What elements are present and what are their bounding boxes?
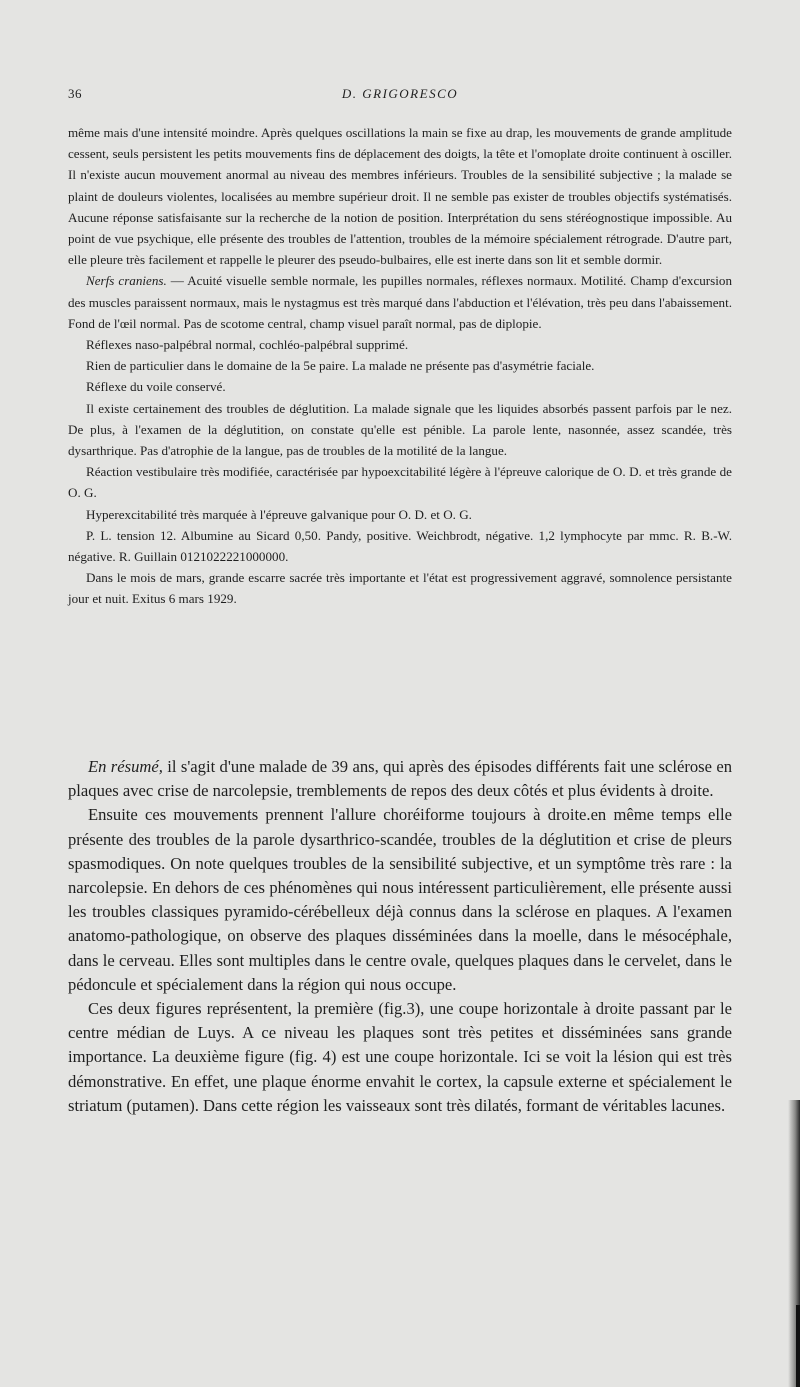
case-report-text [68, 122, 732, 610]
running-head: D. GRIGORESCO [341, 86, 459, 101]
binding-mark [796, 1305, 800, 1387]
paragraph: Il existe certainement des troubles de déglutition. La malade signale que les liquides absorbés passent parfois par le nez. De plus, à l'examen de la déglutition, on constate qu'elle est pénible. La parole lente, nasonnée, assez scandée, très dysarthrique. Pas d'atrophie de la langue, pas de troubles de la motilité de la langue. [68, 400, 732, 459]
summary-text [68, 755, 732, 1118]
paragraph-text: Acuité visuelle semble normale, les pupilles normales, réflexes normaux. Motilité. Champ d'excursion des muscles paraissent normaux, mais le nystagmus est très marqué dans l'abduction et l'élévation, très peu dans l'abaissement. Fond de l'œil normal. Pas de scotome central, champ visuel paraît normal, pas de diplopie. [68, 273, 732, 331]
paragraph: Dans le mois de mars, grande escarre sacrée très importante et l'état est progressivement aggravé, somnolence persistante jour et nuit. Exitus 6 mars 1929. [68, 570, 732, 607]
page-header [68, 86, 732, 108]
paragraph: P. L. tension 12. Albumine au Sicard 0,50. Pandy, positive. Weichbrodt, négative. 1,2 lymphocyte par mmc. R. B.-W. négative. R. Guillain 0121022221000000. [68, 527, 732, 565]
paragraph-nerfs-craniens [68, 270, 732, 334]
paragraph: Ensuite ces mouvements prennent l'allure choréiforme toujours à droite.en même temps elle présente des troubles de la parole dysarthrico-scandée, troubles de la déglutition et crise de pleurs spasmodiques. On note quelques troubles de la sensibilité subjective, et un symptôme très rare : la narcolepsie. En dehors de ces phénomènes qui nous intéressent particulièrement, elle présente aussi les troubles classiques pyramido-cérébelleux déjà connus dans la sclérose en plaques. A l'examen anatomo-pathologique, on observe des plaques disséminées dans la moelle, dans le mésocéphale, dans le cerveau. Elles sont multiples dans le centre ovale, quelques plaques dans le cervelet, dans le pédoncule et spécialement dans la région qui nous occupe. [68, 805, 732, 994]
dash: — [170, 273, 184, 289]
paragraph: même mais d'une intensité moindre. Après quelques oscillations la main se fixe au drap, les mouvements de grande amplitude cessent, seuls persistent les petits mouvements fins de déplacement des doigts, la tête et l'omoplate droite continuent à osciller. Il n'existe aucun mouvement anormal au niveau des membres inférieurs. Troubles de la sensibilité subjective ; la malade se plaint de douleurs violentes, localisées au membre supérieur droit. Il ne semble pas exister de troubles objectifs systématisés. Aucune réponse satisfaisante sur la recherche de la notion de position. Interprétation du sens stéréognostique impossible. Au point de vue psychique, elle présente des troubles de l'attention, troubles de la mémoire spécialement rétrograde. D'autre part, elle pleure très facilement et rappelle le pleurer des pseudo-bulbaires, elle est inerte dans son lit et semble dormir. [68, 125, 732, 268]
section-label: Nerfs craniens. [86, 273, 167, 289]
paragraph: Réflexes naso-palpébral normal, cochléo-palpébral supprimé. [86, 337, 409, 353]
page-number: 36 [68, 86, 82, 101]
paragraph: Réaction vestibulaire très modifiée, caractérisée par hypoexcitabilité légère à l'épreuve calorique de O. D. et très grande de O. G. [68, 464, 732, 501]
paragraph: Réflexe du voile conservé. [86, 379, 226, 395]
summary-label: En résumé, [88, 757, 163, 776]
paragraph: Rien de particulier dans le domaine de la 5e paire. La malade ne présente pas d'asymétrie faciale. [86, 358, 595, 374]
paragraph: Ces deux figures représentent, la première (fig.3), une coupe horizontale à droite passant par le centre médian de Luys. A ce niveau les plaques sont très petites et disséminées sans grande importance. La deuxième figure (fig. 4) est une coupe horizontale. Ici se voit la lésion qui est très démonstrative. En effet, une plaque énorme envahit le cortex, la capsule externe et spécialement le striatum (putamen). Dans cette région les vaisseaux sont très dilatés, formant de véritables lacunes. [68, 999, 732, 1115]
paragraph: Hyperexcitabilité très marquée à l'épreuve galvanique pour O. D. et O. G. [86, 506, 472, 522]
paragraph-text: il s'agit d'une malade de 39 ans, qui après des épisodes différents fait une sclérose en plaques avec crise de narcolepsie, tremblements de repos des deux côtés et plus évidents à droite. [68, 757, 732, 801]
paragraph-en-resume [68, 755, 732, 803]
